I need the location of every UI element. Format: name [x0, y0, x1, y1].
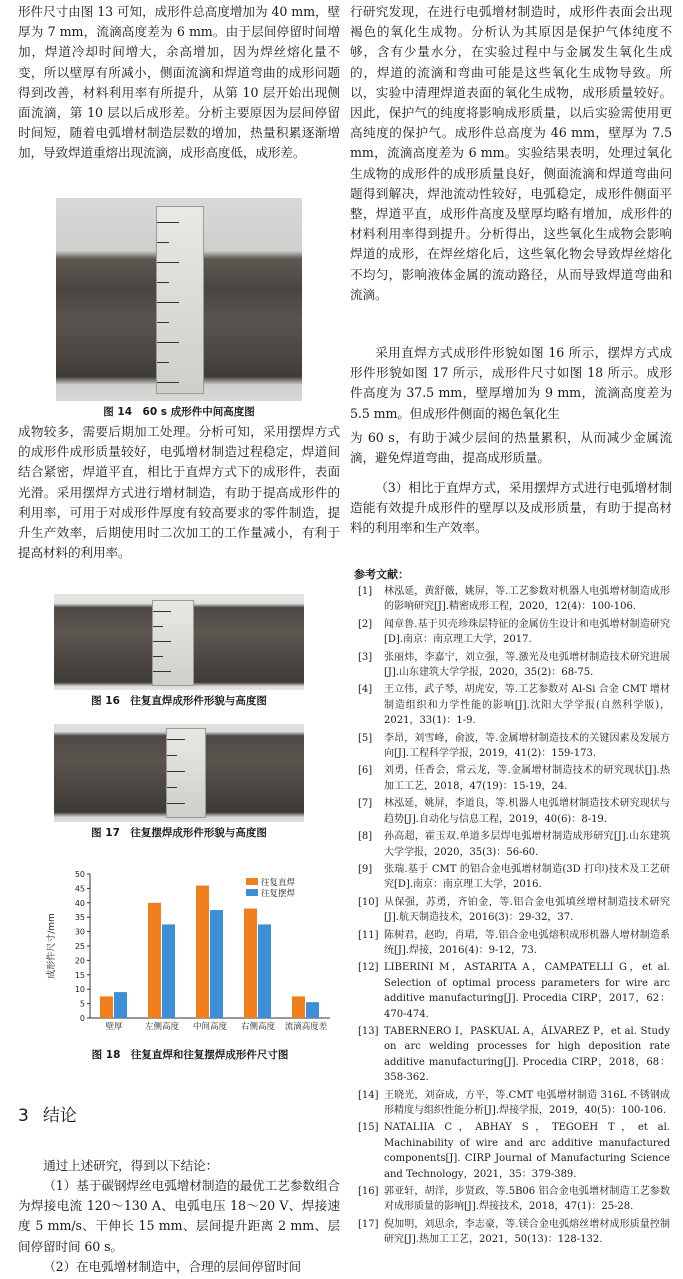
bar-straight	[148, 903, 161, 1018]
right-paragraph-2: 采用直焊方式成形件形貌如图 16 所示，摆焊方式成形件形貌如图 17 所示，成形件尺寸如图 18 所示。成形件高度为 37.5 mm，壁厚增加为 9 mm，流滴高度差为 5.5 mm。但成形件侧面的褐色氧化生	[350, 345, 672, 421]
y-axis-label: 成形件尺寸/mm	[47, 913, 57, 979]
x-tick-label: 流滴高度差	[284, 1022, 328, 1032]
reference-item	[358, 763, 670, 794]
bar-straight	[292, 996, 305, 1018]
reference-text: 孙高超，霍玉双.单道多层焊电弧增材制造成形研究[J].山东建筑大学学报，2020，35(3)：56-60.	[384, 831, 670, 858]
y-tick-label: 10	[74, 985, 85, 995]
right-paragraph-4: （3）相比于直焊方式，采用摆焊方式进行电弧增材制造能有效提升成形件的壁厚以及成形质量，有助于提高材料的利用率和生产效率。	[350, 480, 672, 536]
reference-text: 王立伟，武子琴，胡虎安，等.工艺参数对 Al-Si 合金 CMT 增材制造组织和力学性能的影响[J].沈阳大学学报(自然科学版)，2021，33(1)：1-9.	[384, 684, 670, 727]
reference-item	[358, 617, 670, 648]
reference-text: NATALIIA C，ABHAY S，TEGOEH T，et al. Machinability of wire and arc additive manufactured components[J]. CIRP Journal of Manufacturing Science and Technology，2021，35：379-389.	[384, 1122, 670, 1180]
section-number: 3	[18, 1106, 29, 1126]
reference-item	[358, 731, 670, 762]
x-tick-label: 中间高度	[192, 1022, 228, 1032]
reference-item	[358, 1024, 670, 1086]
reference-text: 倪加明，刘思余，李志豪，等.镁合金电弧熔丝增材成形质量控制研究[J].热加工工艺，2021，50(13)：128-132.	[384, 1218, 670, 1246]
reference-item	[358, 650, 670, 681]
reference-number: [4]	[358, 684, 373, 696]
reference-text: 林泓延，姚屏，李道良，等.机器人电弧增材制造技术研究现状与趋势[J].自动化与信息工程，2019，40(6)：8-19.	[384, 798, 670, 825]
figure-14-caption: 图 14 60 s 成形件中间高度图	[103, 406, 255, 418]
y-tick-label: 35	[74, 913, 85, 923]
figure-17-photo	[54, 724, 304, 822]
reference-number: [2]	[358, 618, 373, 630]
reference-number: [16]	[358, 1186, 379, 1198]
reference-text: 张瑞.基于 CMT 的铝合金电弧增材制造(3D 打印)技术及工艺研究[D].南京：南京理工大学，2016.	[384, 863, 670, 891]
reference-text: 从保强，苏勇，齐铂金，等.铝合金电弧填丝增材制造技术研究[J].航天制造技术，2016(3)：29-32，37.	[384, 896, 670, 924]
bar-weave	[162, 924, 175, 1018]
figure-16-caption: 图 16 往复直焊成形件形貌与高度图	[91, 695, 267, 707]
figure-17-caption: 图 17 往复摆焊成形件形貌与高度图	[91, 827, 267, 839]
bar-weave	[258, 924, 271, 1018]
reference-number: [13]	[358, 1025, 379, 1037]
y-tick-label: 40	[74, 898, 85, 908]
right-paragraph-3: 为 60 s，有助于减少层间的热量累积，从而减少金属流滴，避免焊道弯曲，提高成形质量。	[350, 430, 672, 466]
reference-item	[358, 1184, 670, 1215]
bar-weave	[114, 992, 127, 1018]
x-tick-label: 左侧高度	[144, 1022, 180, 1032]
reference-item	[358, 796, 670, 827]
reference-text: 张丽炜，李嘉宁，刘立强，等.激光及电弧增材制造技术研究进展[J].山东建筑大学学报，2020，35(2)：68-75.	[384, 651, 670, 679]
left-paragraph-2: 成物较多，需要后期加工处理。分析可知，采用摆焊方式的成形件成形质量较好，电弧增材制造过程稳定，焊道间结合紧密，焊道平直，相比于直焊方式下的成形件，表面光滑。采用摆焊方式进行增材制造，有助于提高成形件的利用率，可用于对成形件厚度有较高要求的零件制造，提升生产效率，后期使用时二次加工的工作量减小，有利于提高材料的利用率。	[18, 424, 340, 561]
right-paragraph-1: 行研究发现，在进行电弧增材制造时，成形件表面会出现褐色的氧化生成物。分析认为其原因是保护气体纯度不够，含有少量水分，在实验过程中与金属发生氧化生成的，焊道的流滴和弯曲可能是这些氧化生成物导致。所以，实验中清理焊道表面的氧化生成物，成形质量较好。因此，保护气的纯度将影响成形质量，以后实验需使用更高纯度的保护气。成形件总高度为 46 mm，壁厚为 7.5 mm，流滴高度差为 6 mm。实验结果表明，处理过氧化生成物的成形件的成形质量良好，侧面流滴和焊道弯曲问题得到解决，焊池流动性较好，电弧稳定，成形件侧面平整，焊道平直，成形件高度及壁厚均略有增加，成形件的材料利用率得到提升。分析得出，这些氧化生成物会影响焊道的成形，在焊丝熔化后，这些氧化物会导致焊丝熔化不均匀，影响液体金属的流动路径，从而导致焊道弯曲和流滴。	[350, 4, 672, 302]
reference-text: 刘勇，任香会，常云龙，等.金属增材制造技术的研究现状[J].热加工工艺，2018，47(19)：15-19，24.	[384, 765, 670, 792]
reference-item	[358, 1120, 670, 1182]
references-title: 参考文献：	[354, 568, 409, 581]
section-heading	[18, 1104, 91, 1128]
legend-label: 往复摆焊	[261, 889, 296, 899]
bar-straight	[196, 886, 209, 1018]
bar-straight	[244, 909, 257, 1018]
reference-text: LIBERINI M，ASTARITA A，CAMPATELLI G，et al. Selection of optimal process parameters for wire arc additive manufacturing[J]. Procedia CIRP，2017，62：470-474.	[384, 962, 670, 1020]
y-tick-label: 5	[79, 999, 85, 1009]
reference-item	[358, 1217, 670, 1248]
bar-weave	[210, 910, 223, 1018]
reference-item	[358, 584, 670, 615]
reference-item	[358, 960, 670, 1022]
y-tick-label: 20	[74, 956, 85, 966]
figure-18-caption: 图 18 往复直焊和往复摆焊成形件尺寸图	[91, 1049, 289, 1061]
left-paragraph-5: （2）在电弧增材制造中，合理的层间停留时间	[43, 1259, 301, 1274]
y-tick-label: 0	[79, 1014, 85, 1023]
figure-14-ruler	[156, 206, 204, 394]
y-tick-label: 30	[74, 927, 85, 937]
reference-number: [6]	[358, 765, 373, 777]
figure-18	[40, 864, 340, 1062]
reference-item	[358, 682, 670, 728]
left-paragraph-3: 通过上述研究，得到以下结论：	[43, 1158, 219, 1173]
reference-text: 闻章鲁.基于贝壳珍珠层特征的金属仿生设计和电弧增材制造研究[D].南京：南京理工大学，2017.	[384, 618, 670, 646]
reference-number: [1]	[358, 586, 373, 597]
figure-16-ruler	[152, 600, 194, 686]
reference-number: [8]	[358, 831, 373, 843]
reference-text: 林泓延，黄舒薇，姚屏，等.工艺参数对机器人电弧增材制造成形的影响研究[J].精密成形工程，2020，12(4)：100-106.	[384, 586, 670, 613]
bar-weave	[306, 1002, 319, 1018]
reference-number: [12]	[358, 962, 379, 974]
reference-item	[358, 1088, 670, 1119]
figure-17-ruler	[166, 728, 206, 818]
figure-18-bar-chart	[40, 864, 340, 1044]
left-paragraph-4: （1）基于碳钢焊丝电弧增材制造的最优工艺参数组合为焊接电流 120～130 A、电弧电压 18～20 V、焊接速度 5 mm/s、干伸长 15 mm、层间提升距离 2 mm、层间停留时间 60 s。	[18, 1178, 340, 1254]
section-title: 结论	[42, 1106, 77, 1126]
y-tick-label: 45	[74, 884, 85, 894]
legend-swatch	[246, 889, 258, 896]
reference-item	[358, 895, 670, 926]
left-paragraph-1: 形件尺寸由图 13 可知，成形件总高度增加为 40 mm，壁厚为 7 mm，流滴高度差为 6 mm。由于层间停留时间增加，焊道冷却时间增大，余高增加，因为焊丝熔化量不变，所以壁厚有所减小，侧面流滴和焊道弯曲的成形问题得到改善，材料利用率有所提升，从第 10 层开始出现侧面流滴，第 10 层以后成形差。分析主要原因为层间停留时间短，随着电弧增材制造层数的增加，热量积累逐渐增加，导致焊道重熔出现流滴，成形高度低，成形差。	[18, 4, 340, 161]
figure-17	[54, 724, 304, 840]
figure-14	[56, 198, 302, 419]
legend-swatch	[246, 878, 258, 885]
reference-number: [14]	[358, 1089, 379, 1101]
reference-number: [17]	[358, 1218, 379, 1230]
x-tick-label: 壁厚	[105, 1022, 123, 1032]
reference-item	[358, 862, 670, 893]
references-list	[358, 584, 670, 1250]
figure-16	[54, 594, 304, 708]
legend-label: 往复直焊	[261, 878, 296, 888]
figure-16-photo	[54, 594, 304, 690]
reference-text: 王晓光，刘奋成，方平，等.CMT 电弧增材制造 316L 不锈钢成形精度与组织性能分析[J].焊接学报，2019，40(5)：100-106.	[384, 1089, 670, 1116]
y-tick-label: 50	[74, 870, 85, 879]
reference-text: TABERNERO I，PASKUAL A，ÁLVAREZ P，et al. Study on arc welding processes for high deposition rate additive manufacturing[J]. Procedia CIRP，2018，68：358-362.	[384, 1025, 670, 1084]
reference-text: 陈树君，赵昀，肖珺，等.铝合金电弧熔积成形机器人增材制造系统[J].焊接，2016(4)：9-12，73.	[384, 929, 670, 956]
y-tick-label: 15	[74, 970, 85, 980]
reference-number: [9]	[358, 863, 373, 875]
reference-item	[358, 928, 670, 959]
figure-14-photo	[56, 198, 302, 401]
reference-number: [10]	[358, 896, 379, 908]
y-tick-label: 25	[74, 942, 85, 951]
reference-number: [11]	[358, 929, 379, 941]
x-tick-label: 右侧高度	[240, 1022, 276, 1032]
reference-number: [3]	[358, 651, 373, 663]
reference-text: 郭亚轩，胡洋，步贤政，等.5B06 铝合金电弧增材制造工艺参数对成形质量的影响[J].焊接技术，2018，47(1)：25-28.	[384, 1186, 670, 1213]
bar-straight	[100, 996, 113, 1018]
reference-number: [15]	[358, 1122, 379, 1134]
reference-item	[358, 829, 670, 860]
reference-text: 李昂，刘雪峰，俞波，等.金属增材制造技术的关键因素及发展方向[J].工程科学学报，2019，41(2)：159-173.	[384, 732, 670, 760]
reference-number: [7]	[358, 798, 373, 810]
reference-number: [5]	[358, 732, 373, 744]
